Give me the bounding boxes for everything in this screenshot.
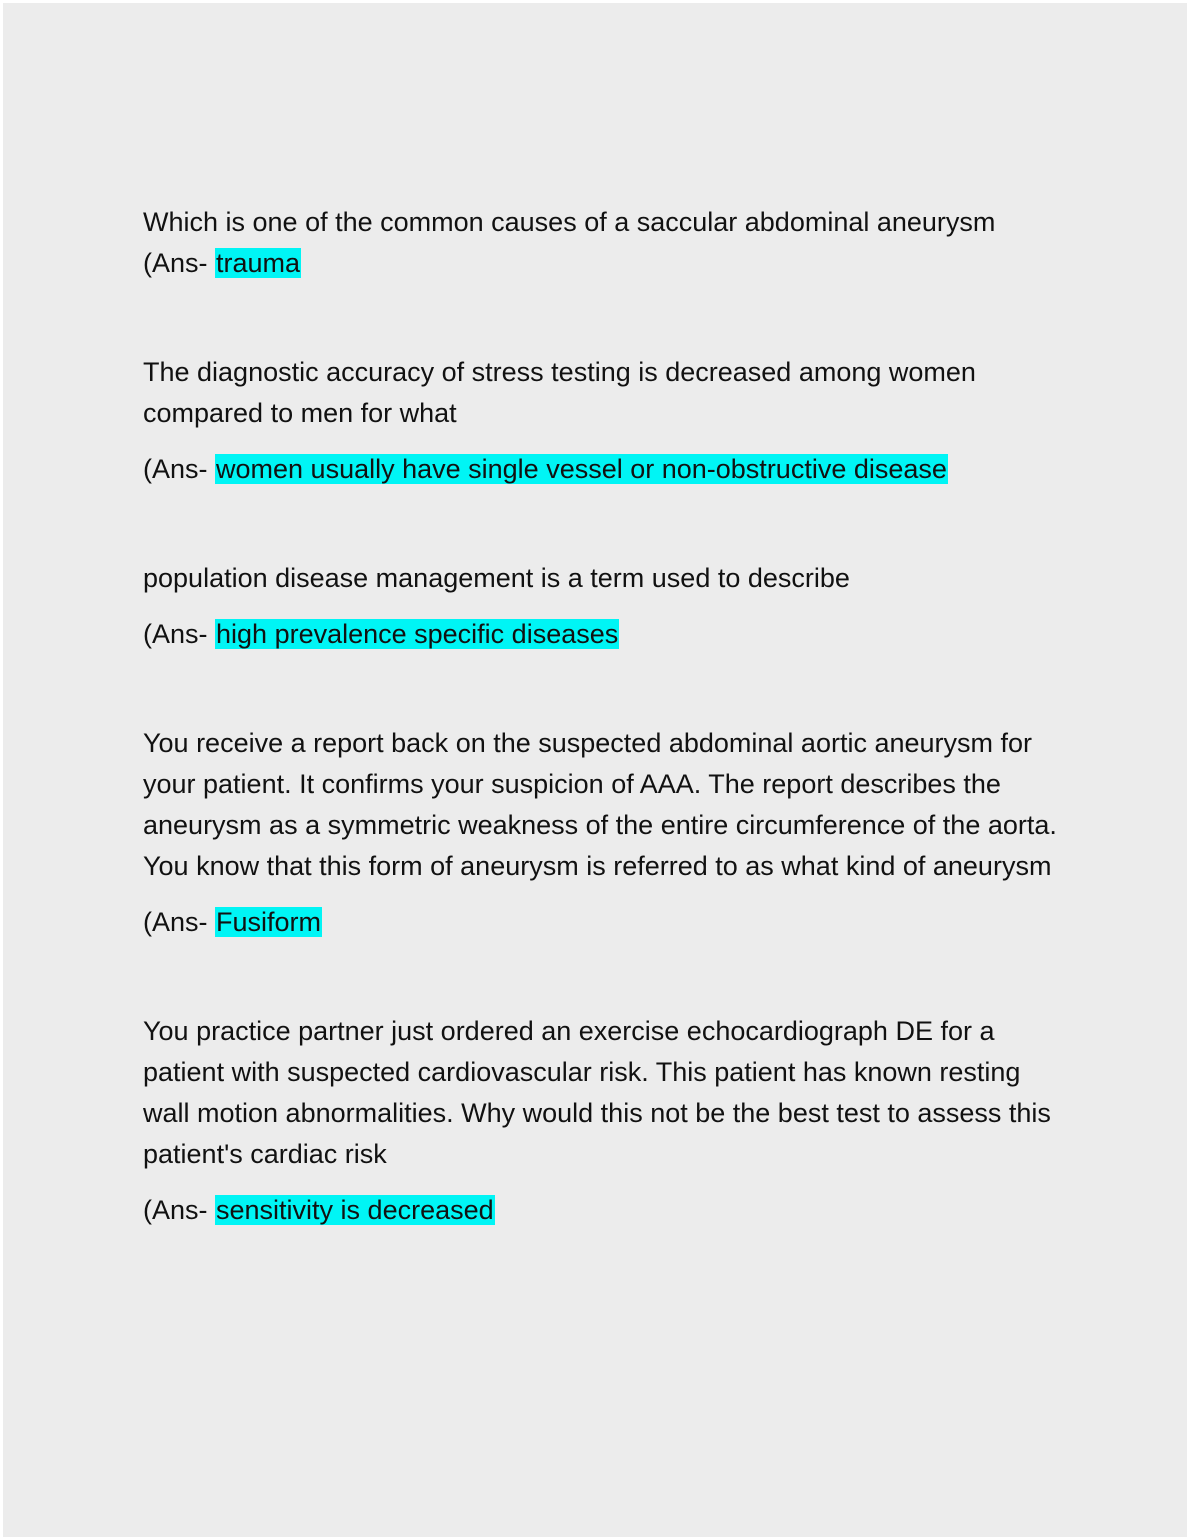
answer-highlight: trauma (216, 248, 301, 278)
answer-line (143, 449, 1063, 490)
answer-prefix: (Ans- (143, 907, 216, 937)
answer-prefix: (Ans- (143, 1195, 216, 1225)
answer-highlight: high prevalence specific diseases (216, 619, 619, 649)
qa-item (143, 558, 1063, 655)
answer-line (143, 902, 1063, 943)
qa-item (143, 202, 1063, 284)
document-page (3, 3, 1187, 1537)
answer-line (143, 614, 1063, 655)
qa-item (143, 723, 1063, 943)
question-text: You practice partner just ordered an exercise echocardiograph DE for a patient with suspected cardiovascular risk. This patient has known resting wall motion abnormalities. Why would this not be the best test to assess this patient's cardiac risk (143, 1016, 1051, 1169)
answer-line (143, 1190, 1063, 1231)
answer-highlight: sensitivity is decreased (216, 1195, 494, 1225)
question-text: You receive a report back on the suspected abdominal aortic aneurysm for your patient. It confirms your suspicion of AAA. The report describes the aneurysm as a symmetric weakness of the entire circumference of the aorta. You know that this form of aneurysm is referred to as what kind of aneurysm (143, 728, 1057, 881)
answer-prefix: (Ans- (143, 454, 216, 484)
question-text: The diagnostic accuracy of stress testing is decreased among women compared to men for what (143, 357, 976, 428)
answer-highlight: Fusiform (216, 907, 322, 937)
answer-prefix: (Ans- (143, 248, 216, 278)
qa-item (143, 1011, 1063, 1231)
answer-highlight: women usually have single vessel or non-obstructive disease (216, 454, 947, 484)
question-text: Which is one of the common causes of a saccular abdominal aneurysm (143, 207, 996, 237)
question-text: population disease management is a term used to describe (143, 563, 850, 593)
qa-list (143, 202, 1063, 1231)
answer-line (143, 243, 1063, 284)
qa-item (143, 352, 1063, 490)
answer-prefix: (Ans- (143, 619, 216, 649)
